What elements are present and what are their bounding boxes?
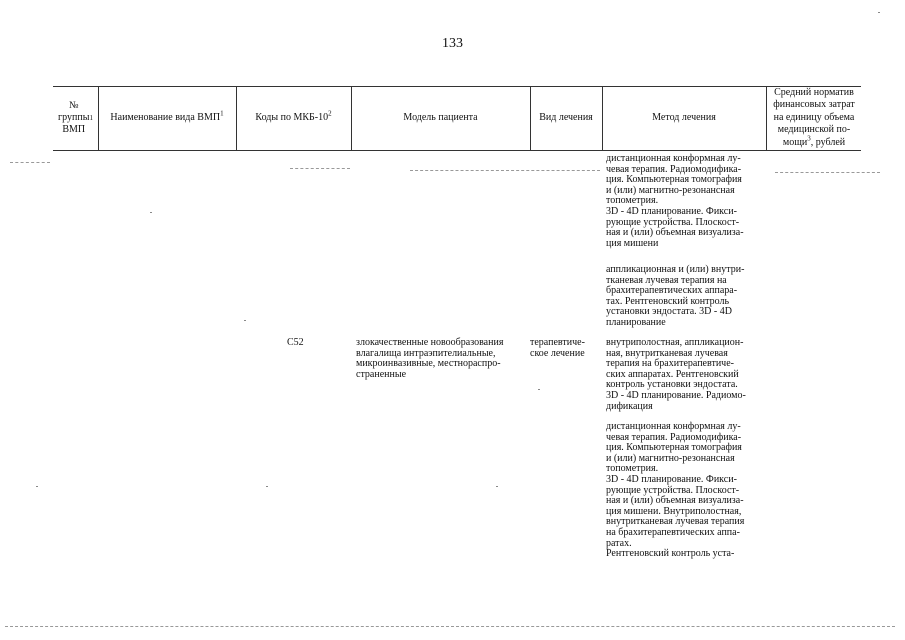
icd-code: C52 [287, 337, 304, 348]
header-vmp-name-text: Наименование вида ВМП [110, 112, 221, 123]
treatment-method-1: дистанционная конформная лу- чевая терапия. Радиомодифика- ция. Компьютерная томография и (или) магнитно-резонансная топометрия. 3D - 4D планирование. Фикси- рующие устройства. Плоскост- ная и (или) объемная визуализа- ция мишени [606, 153, 744, 249]
header-icd-codes [236, 86, 351, 150]
treatment-type-text: терапевтиче- ское лечение [530, 337, 585, 359]
header-group-number-text: № группы ВМП [58, 100, 90, 135]
header-treatment-type: Вид лечения [539, 112, 593, 123]
header-patient-model: Модель пациента [403, 112, 478, 123]
treatment-method-4: дистанционная конформная лу- чевая терапия. Радиомодифика- ция. Компьютерная томография и (или) магнитно-резонансная топометрия. 3D - 4D планирование. Фикси- рующие устройства. Плоскост- ная и (или) объемная визуализа- ция мишени. Внутриполостная, внутритканевая лучевая терапия на брахитерапевтических аппа- ратах. Рентгеновский контроль уста- [606, 421, 745, 560]
header-average-norm-text: Средний норматив финансовых затрат на единицу объема медицинской по-мощи [773, 86, 855, 148]
footnote-mark: 3 [807, 134, 811, 143]
scan-artifact-line [775, 172, 880, 173]
page-number: 133 [442, 36, 463, 51]
scan-artifact-dot [36, 486, 38, 487]
footnote-mark: 2 [328, 109, 332, 118]
scan-artifact-dot [878, 12, 880, 13]
treatment-method-3: внутриполостная, аппликацион- ная, внутритканевая лучевая терапия на брахитерапевтиче- ских аппаратах. Рентгеновский контроль установки эндостата. 3D - 4D планирование. Радиомо- дификация [606, 337, 746, 412]
scan-artifact-line [410, 170, 600, 171]
scan-artifact-dot [538, 389, 540, 390]
header-average-norm-unit: , рублей [810, 136, 846, 148]
header-average-norm [766, 86, 862, 150]
scan-artifact-dot [150, 212, 152, 213]
treatment-method-2: аппликационная и (или) внутри- тканевая лучевая терапия на брахитерапевтических аппара- тах. Рентгеновский контроль установки эндостата. 3D - 4D планирование [606, 264, 745, 328]
patient-model-text: злокачественные новообразования влагалища интраэпителиальные, микроинвазивные, местнораспро- страненные [356, 337, 504, 380]
scan-artifact-dot [496, 486, 498, 487]
header-group-number: № группы ВМП 1 [58, 100, 93, 135]
scan-artifact-line [290, 168, 350, 169]
header-treatment-method: Метод лечения [652, 112, 716, 123]
header-vmp-name [98, 86, 236, 150]
scan-artifact-line [10, 162, 50, 163]
footnote-mark: 1 [220, 109, 224, 118]
scan-artifact-dot [266, 486, 268, 487]
header-icd-codes-text: Коды по МКБ-10 [255, 112, 329, 123]
header-bottom-border [53, 150, 861, 151]
scan-artifact-line [5, 626, 895, 627]
scan-artifact-dot [244, 320, 246, 321]
